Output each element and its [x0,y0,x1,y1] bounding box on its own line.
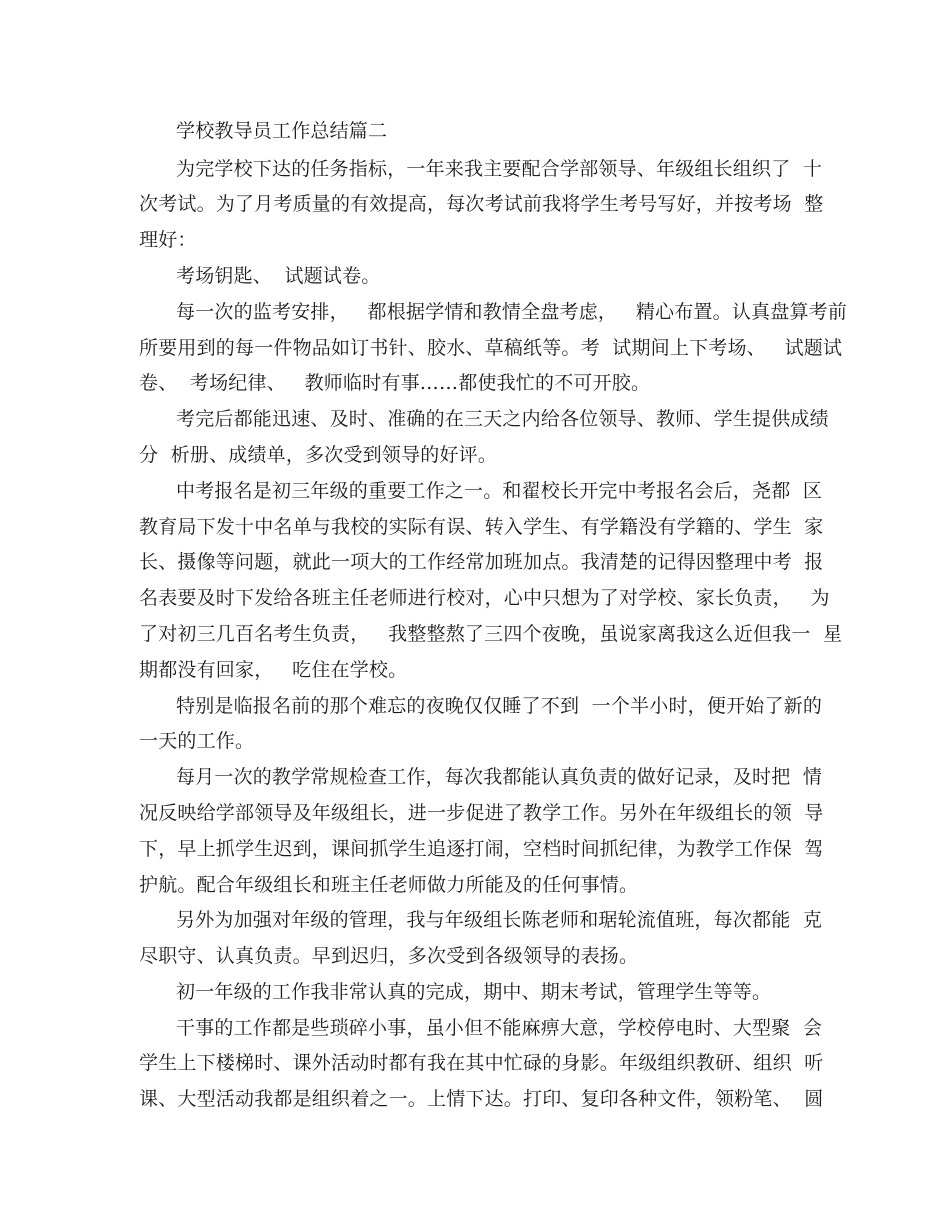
text-line: 干事的工作都是些琐碎小事，虽小但不能麻痹大意，学校停电时、大型聚 会 [176,1017,823,1039]
text-line: 期都没有回家， 吃住在学校。 [139,659,408,681]
text-line: 为完学校下达的任务指标，一年来我主要配合学部领导、年级组长组织了 十 [176,158,823,180]
text-line: 特别是临报名前的那个难忘的夜晚仅仅睡了不到 一个半小时，便开始了新的 [176,695,823,717]
text-line: 尽职守、认真负责。早到迟归，多次受到各级领导的表扬。 [139,945,639,967]
text-line: 教育局下发十中名单与我校的实际有误、转入学生、有学籍没有学籍的、学生 家 [139,516,824,538]
text-line: 卷、 考场纪律、 教师临时有事……都使我忙的不可开胶。 [139,372,651,394]
text-line: 所要用到的每一件物品如订书针、胶水、草稿纸等。考 试期间上下考场、 试题试 [139,337,843,359]
text-line: 理好： [139,229,197,251]
text-line: 况反映给学部领导及年级组长，进一步促进了教学工作。另外在年级组长的领 导 [139,802,824,824]
text-line: 护航。配合年级组长和班主任老师做力所能及的任何事情。 [139,874,639,896]
text-line: 了对初三几百名考生负责， 我整整熬了三四个夜晚，虽说家离我这么近但我一 星 [139,623,843,645]
text-line: 中考报名是初三年级的重要工作之一。和翟校长开完中考报名会后，尧都 区 [176,480,823,502]
text-line: 每一次的监考安排， 都根据学情和教情全盘考虑， 精心布置。认真盘算考前 [176,301,848,323]
text-line: 下，早上抓学生迟到，课间抓学生追逐打闹，空档时间抓纪律，为教学工作保 驾 [139,838,824,860]
text-line: 考完后都能迅速、及时、准确的在三天之内给各位领导、教师、学生提供成绩 [176,408,829,430]
text-line: 另外为加强对年级的管理，我与年级组长陈老师和琚轮流值班，每次都能 克 [176,909,823,931]
document-title: 学校教导员工作总结篇二 [176,120,388,142]
text-line: 每月一次的教学常规检查工作，每次我都能认真负责的做好记录，及时把 情 [176,766,823,788]
text-line: 分 析册、成绩单，多次受到领导的好评。 [139,444,498,466]
text-line: 名表要及时下发给各班主任老师进行校对，心中只想为了对学校、家长负责， 为 [139,587,830,609]
text-line: 长、摄像等问题，就此一项大的工作经常加班加点。我清楚的记得因整理中考 报 [139,551,824,573]
text-line: 考场钥匙、 试题试卷。 [176,265,381,287]
text-line: 学生上下楼梯时、课外活动时都有我在其中忙碌的身影。年级组织教研、组织 听 [139,1052,824,1074]
text-line: 次考试。为了月考质量的有效提高，每次考试前我将学生考号写好，并按考场 整 [139,193,824,215]
text-line: 初一年级的工作我非常认真的完成，期中、期末考试，管理学生等等。 [176,981,772,1003]
text-line: 课、大型活动我都是组织着之一。上情下达。打印、复印各种文件，领粉笔、 圆 [139,1088,824,1110]
text-line: 一天的工作。 [139,730,255,752]
